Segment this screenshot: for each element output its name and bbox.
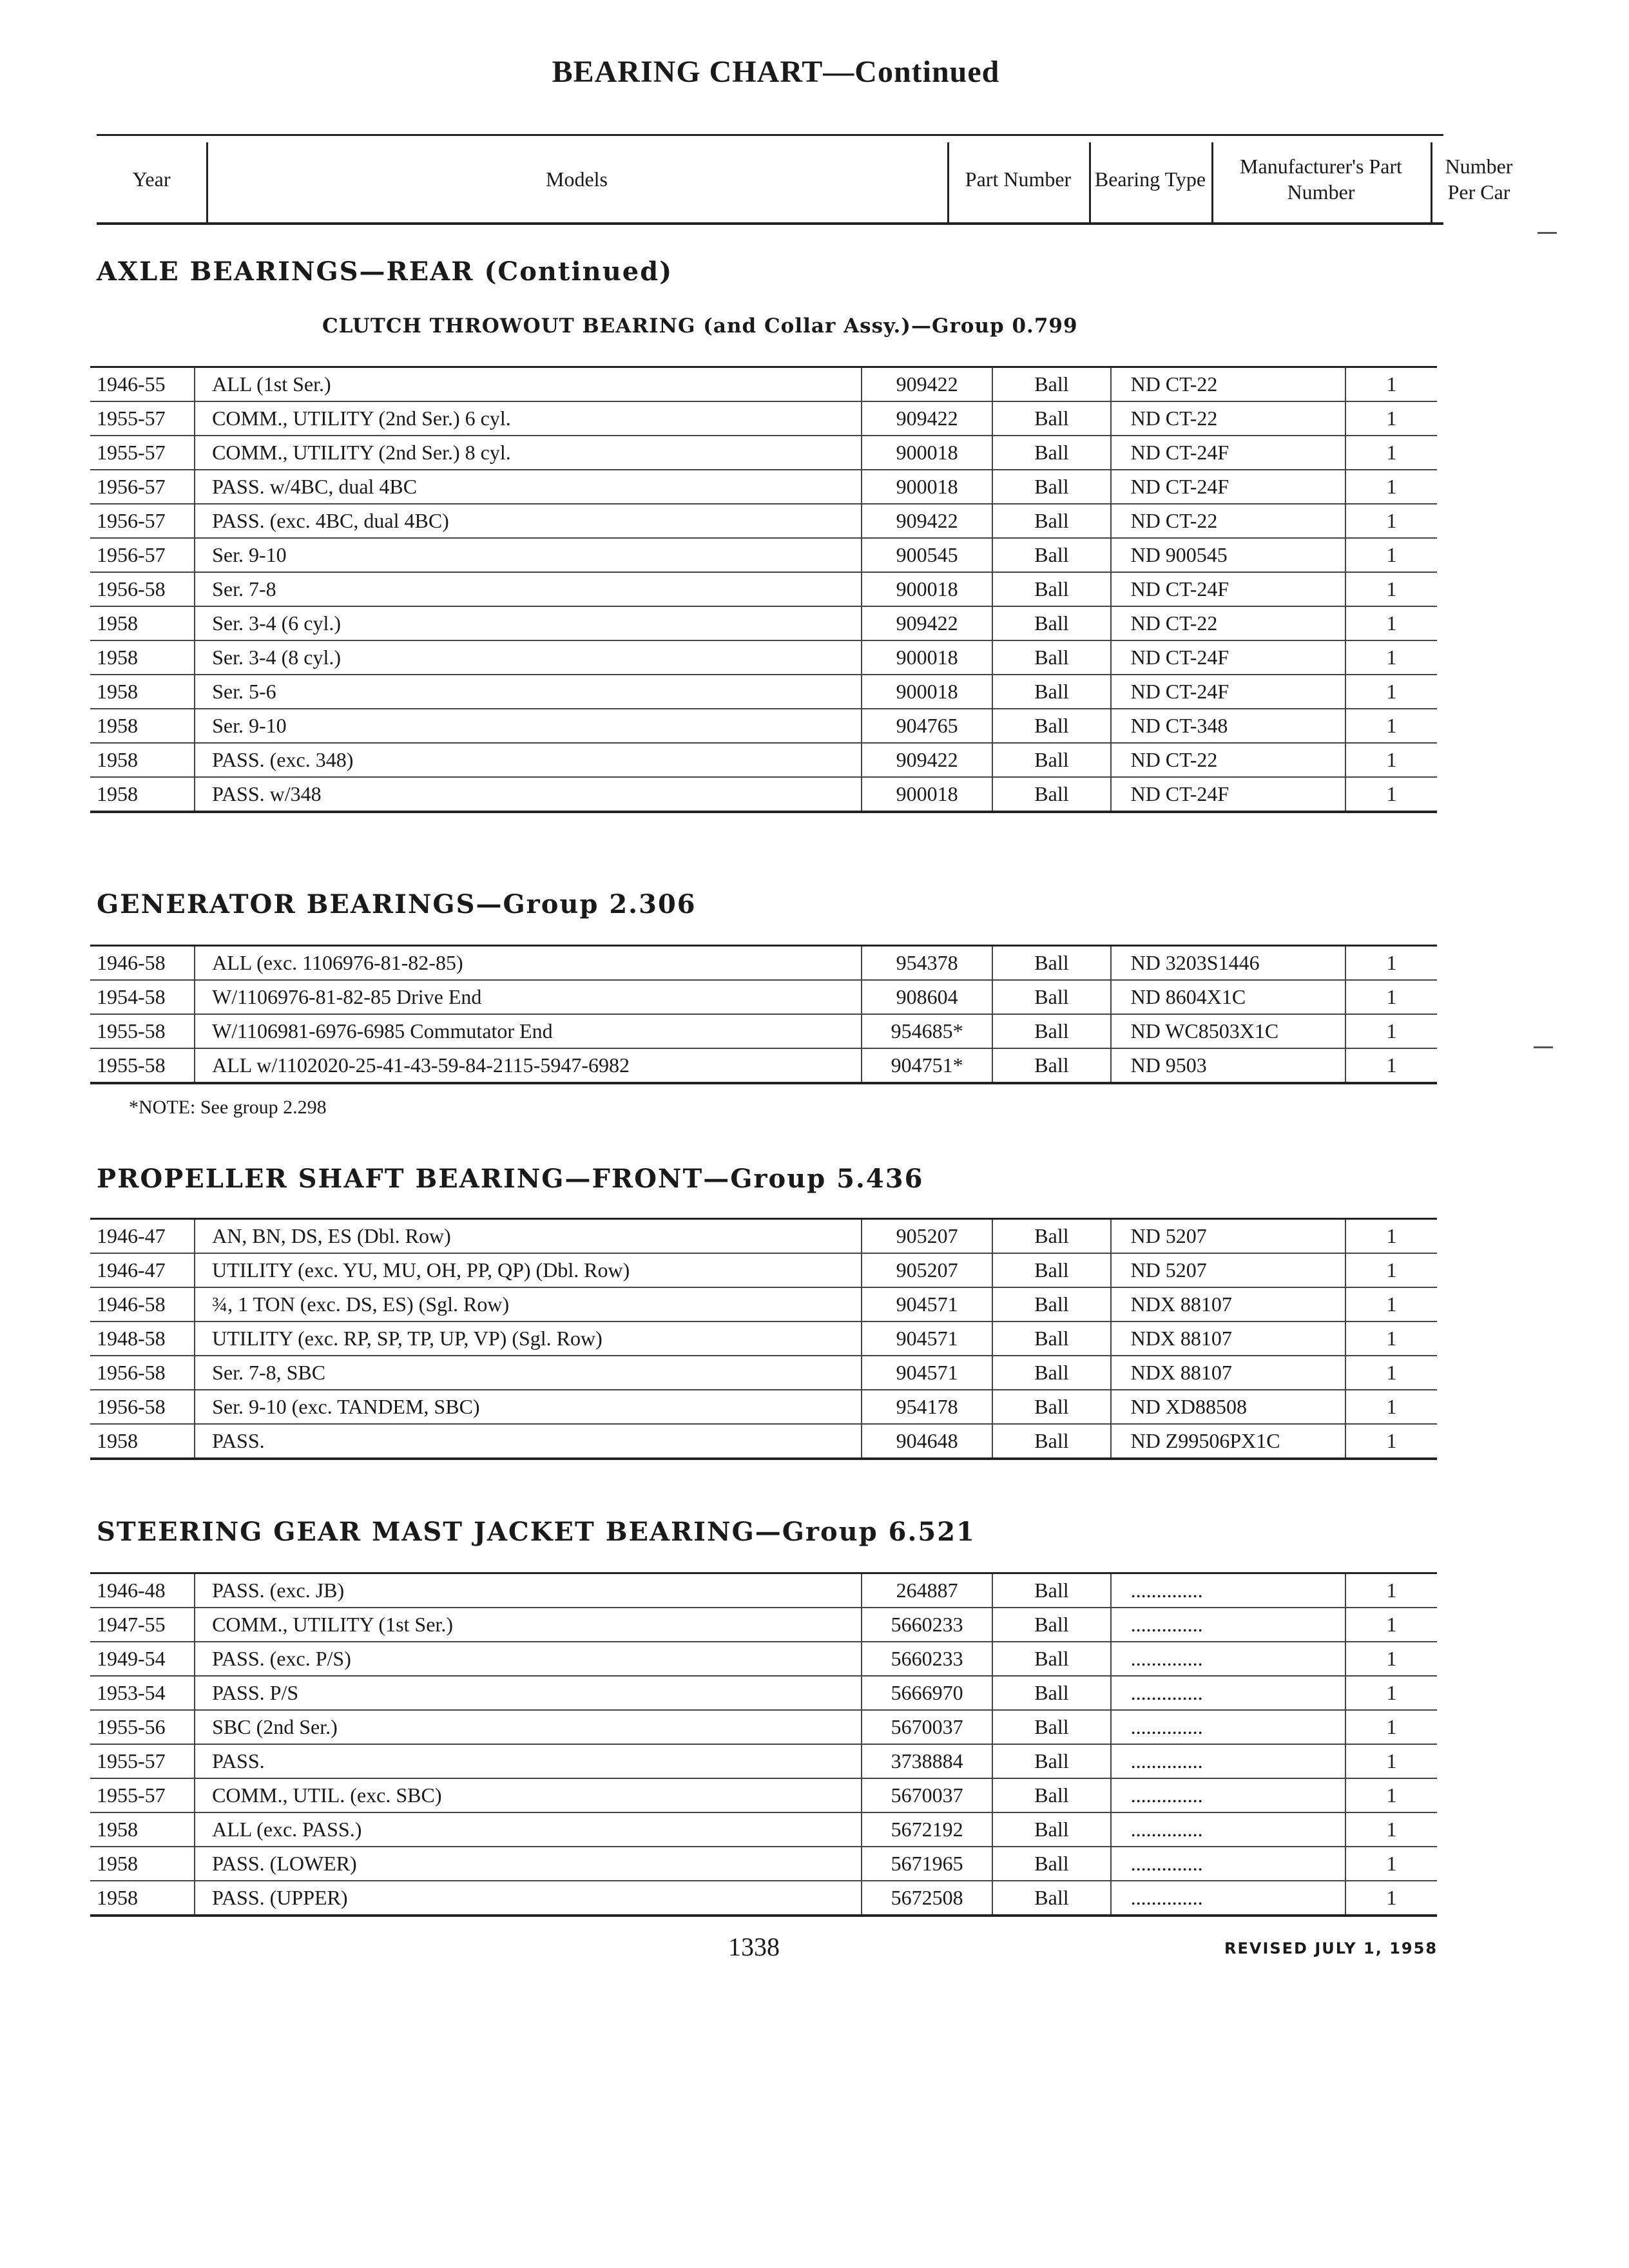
cell-manufacturers-part-number: NDX 88107	[1111, 1287, 1345, 1321]
cell-part-number: 264887	[862, 1573, 992, 1608]
cell-bearing-type: Ball	[992, 1778, 1110, 1812]
cell-manufacturers-part-number: ND CT-24F	[1111, 470, 1345, 504]
table-row	[90, 1881, 1437, 1916]
cell-number-per-car: 1	[1345, 1676, 1437, 1710]
cell-number-per-car: 1	[1345, 980, 1437, 1014]
cell-year: 1946-47	[90, 1219, 195, 1254]
table-row	[90, 1390, 1437, 1424]
cell-manufacturers-part-number: ..............	[1111, 1881, 1345, 1916]
cell-bearing-type: Ball	[992, 1608, 1110, 1642]
cell-year: 1955-58	[90, 1048, 195, 1083]
cell-part-number: 900018	[862, 572, 992, 606]
cell-number-per-car: 1	[1345, 1048, 1437, 1083]
table-row	[90, 572, 1437, 606]
cell-part-number: 900018	[862, 640, 992, 675]
cell-model: Ser. 3-4 (8 cyl.)	[195, 640, 862, 675]
cell-bearing-type: Ball	[992, 401, 1110, 436]
cell-model: PASS. (exc. 348)	[195, 743, 862, 777]
table-row	[90, 1778, 1437, 1812]
cell-number-per-car: 1	[1345, 675, 1437, 709]
cell-bearing-type: Ball	[992, 1642, 1110, 1676]
table-row	[90, 709, 1437, 743]
cell-part-number: 954178	[862, 1390, 992, 1424]
table-row	[90, 1048, 1437, 1083]
cell-number-per-car: 1	[1345, 1253, 1437, 1287]
cell-year: 1954-58	[90, 980, 195, 1014]
cell-manufacturers-part-number: ..............	[1111, 1573, 1345, 1608]
section-title-axle-bearings: AXLE BEARINGS—REAR (Continued)	[97, 256, 673, 287]
cell-bearing-type: Ball	[992, 1356, 1110, 1390]
page-number: 1338	[728, 1932, 780, 1961]
cell-bearing-type: Ball	[992, 1744, 1110, 1778]
cell-year: 1956-58	[90, 572, 195, 606]
cell-manufacturers-part-number: ND CT-348	[1111, 709, 1345, 743]
cell-model: COMM., UTILITY (2nd Ser.) 6 cyl.	[195, 401, 862, 436]
cell-year: 1956-57	[90, 470, 195, 504]
cell-number-per-car: 1	[1345, 1287, 1437, 1321]
table-row	[90, 1253, 1437, 1287]
cell-year: 1953-54	[90, 1676, 195, 1710]
cell-model: Ser. 7-8	[195, 572, 862, 606]
cell-model: Ser. 7-8, SBC	[195, 1356, 862, 1390]
cell-model: PASS. (exc. JB)	[195, 1573, 862, 1608]
cell-manufacturers-part-number: ND CT-24F	[1111, 436, 1345, 470]
cell-number-per-car: 1	[1345, 1321, 1437, 1356]
cell-bearing-type: Ball	[992, 572, 1110, 606]
cell-part-number: 909422	[862, 401, 992, 436]
cell-bearing-type: Ball	[992, 980, 1110, 1014]
cell-number-per-car: 1	[1345, 1778, 1437, 1812]
cell-number-per-car: 1	[1345, 1014, 1437, 1048]
cell-manufacturers-part-number: ND CT-22	[1111, 743, 1345, 777]
table-row	[90, 1744, 1437, 1778]
cell-year: 1958	[90, 743, 195, 777]
table-row	[90, 743, 1437, 777]
cell-year: 1946-48	[90, 1573, 195, 1608]
column-bearing-type: Bearing Type	[1094, 168, 1206, 191]
column-models: Models	[546, 168, 608, 191]
cell-model: PASS.	[195, 1424, 862, 1459]
table-generator-bearings	[90, 945, 1437, 1084]
cell-part-number: 909422	[862, 504, 992, 538]
cell-model: PASS. w/348	[195, 777, 862, 812]
table-row	[90, 1812, 1437, 1847]
cell-part-number: 904648	[862, 1424, 992, 1459]
cell-bearing-type: Ball	[992, 1287, 1110, 1321]
table-row	[90, 946, 1437, 981]
cell-number-per-car: 1	[1345, 436, 1437, 470]
cell-manufacturers-part-number: ..............	[1111, 1710, 1345, 1744]
table-row	[90, 1014, 1437, 1048]
cell-part-number: 5660233	[862, 1608, 992, 1642]
cell-bearing-type: Ball	[992, 777, 1110, 812]
section-title-steering-gear-bearing: STEERING GEAR MAST JACKET BEARING—Group 6.521	[97, 1517, 976, 1547]
table-row	[90, 401, 1437, 436]
cell-part-number: 909422	[862, 743, 992, 777]
cell-model: UTILITY (exc. RP, SP, TP, UP, VP) (Sgl. Row)	[195, 1321, 862, 1356]
cell-model: UTILITY (exc. YU, MU, OH, PP, QP) (Dbl. Row)	[195, 1253, 862, 1287]
cell-number-per-car: 1	[1345, 1881, 1437, 1916]
cell-part-number: 5672508	[862, 1881, 992, 1916]
revised-date: REVISED JULY 1, 1958	[1224, 1939, 1438, 1957]
cell-model: Ser. 3-4 (6 cyl.)	[195, 606, 862, 640]
cell-year: 1956-57	[90, 504, 195, 538]
cell-bearing-type: Ball	[992, 709, 1110, 743]
cell-bearing-type: Ball	[992, 1710, 1110, 1744]
table-row	[90, 1710, 1437, 1744]
cell-bearing-type: Ball	[992, 504, 1110, 538]
cell-model: ALL (1st Ser.)	[195, 367, 862, 402]
cell-bearing-type: Ball	[992, 1321, 1110, 1356]
cell-part-number: 5671965	[862, 1847, 992, 1881]
cell-number-per-car: 1	[1345, 538, 1437, 572]
cell-manufacturers-part-number: ND 5207	[1111, 1253, 1345, 1287]
cell-year: 1949-54	[90, 1642, 195, 1676]
cell-bearing-type: Ball	[992, 606, 1110, 640]
cell-model: ALL (exc. 1106976-81-82-85)	[195, 946, 862, 981]
table-row	[90, 1287, 1437, 1321]
section-title-generator-bearings: GENERATOR BEARINGS—Group 2.306	[97, 889, 697, 919]
cell-year: 1958	[90, 606, 195, 640]
cell-bearing-type: Ball	[992, 436, 1110, 470]
cell-part-number: 904765	[862, 709, 992, 743]
cell-model: SBC (2nd Ser.)	[195, 1710, 862, 1744]
cell-part-number: 5666970	[862, 1676, 992, 1710]
cell-manufacturers-part-number: ND 8604X1C	[1111, 980, 1345, 1014]
cell-model: Ser. 5-6	[195, 675, 862, 709]
cell-year: 1946-47	[90, 1253, 195, 1287]
table-row	[90, 606, 1437, 640]
table-propeller-shaft-bearing	[90, 1218, 1437, 1460]
cell-manufacturers-part-number: ..............	[1111, 1847, 1345, 1881]
section-title-propeller-shaft-bearing: PROPELLER SHAFT BEARING—FRONT—Group 5.436	[97, 1164, 924, 1194]
table-row	[90, 1573, 1437, 1608]
cell-bearing-type: Ball	[992, 470, 1110, 504]
cell-part-number: 904571	[862, 1287, 992, 1321]
margin-mark	[1537, 232, 1557, 234]
cell-manufacturers-part-number: ND XD88508	[1111, 1390, 1345, 1424]
cell-year: 1946-58	[90, 1287, 195, 1321]
table-row	[90, 1608, 1437, 1642]
cell-manufacturers-part-number: ND 5207	[1111, 1219, 1345, 1254]
cell-model: ALL w/1102020-25-41-43-59-84-2115-5947-6982	[195, 1048, 862, 1083]
cell-model: AN, BN, DS, ES (Dbl. Row)	[195, 1219, 862, 1254]
cell-manufacturers-part-number: NDX 88107	[1111, 1356, 1345, 1390]
cell-part-number: 908604	[862, 980, 992, 1014]
cell-model: W/1106976-81-82-85 Drive End	[195, 980, 862, 1014]
table-row	[90, 1424, 1437, 1459]
cell-model: PASS. w/4BC, dual 4BC	[195, 470, 862, 504]
cell-part-number: 900018	[862, 777, 992, 812]
table-row	[90, 1676, 1437, 1710]
table-row	[90, 367, 1437, 402]
cell-bearing-type: Ball	[992, 946, 1110, 981]
cell-number-per-car: 1	[1345, 367, 1437, 402]
cell-year: 1955-57	[90, 1744, 195, 1778]
cell-model: COMM., UTILITY (1st Ser.)	[195, 1608, 862, 1642]
cell-manufacturers-part-number: ND 3203S1446	[1111, 946, 1345, 981]
cell-year: 1956-58	[90, 1390, 195, 1424]
cell-manufacturers-part-number: ND CT-22	[1111, 367, 1345, 402]
column-part-number: Part Number	[965, 168, 1072, 191]
cell-part-number: 954685*	[862, 1014, 992, 1048]
cell-model: COMM., UTIL. (exc. SBC)	[195, 1778, 862, 1812]
cell-number-per-car: 1	[1345, 1744, 1437, 1778]
cell-manufacturers-part-number: ND CT-24F	[1111, 777, 1345, 812]
cell-model: Ser. 9-10 (exc. TANDEM, SBC)	[195, 1390, 862, 1424]
cell-bearing-type: Ball	[992, 1390, 1110, 1424]
table-row	[90, 675, 1437, 709]
cell-year: 1958	[90, 1847, 195, 1881]
column-number-per-car: Number Per Car	[1445, 155, 1513, 204]
cell-model: PASS. (UPPER)	[195, 1881, 862, 1916]
column-header	[97, 134, 1513, 225]
cell-year: 1955-57	[90, 436, 195, 470]
cell-manufacturers-part-number: ..............	[1111, 1744, 1345, 1778]
cell-part-number: 5660233	[862, 1642, 992, 1676]
column-manufacturers-part-number: Manufacturer's Part Number	[1240, 155, 1402, 204]
cell-number-per-car: 1	[1345, 606, 1437, 640]
cell-manufacturers-part-number: ND CT-24F	[1111, 640, 1345, 675]
cell-bearing-type: Ball	[992, 1676, 1110, 1710]
cell-part-number: 900018	[862, 436, 992, 470]
cell-number-per-car: 1	[1345, 1390, 1437, 1424]
cell-number-per-car: 1	[1345, 1424, 1437, 1459]
cell-bearing-type: Ball	[992, 1014, 1110, 1048]
cell-manufacturers-part-number: ND CT-22	[1111, 606, 1345, 640]
table-row	[90, 1642, 1437, 1676]
cell-number-per-car: 1	[1345, 572, 1437, 606]
table-row	[90, 980, 1437, 1014]
cell-number-per-car: 1	[1345, 777, 1437, 812]
cell-year: 1958	[90, 709, 195, 743]
column-year: Year	[132, 168, 171, 191]
cell-manufacturers-part-number: ..............	[1111, 1778, 1345, 1812]
cell-number-per-car: 1	[1345, 1812, 1437, 1847]
cell-number-per-car: 1	[1345, 504, 1437, 538]
cell-year: 1946-58	[90, 946, 195, 981]
cell-part-number: 3738884	[862, 1744, 992, 1778]
cell-year: 1958	[90, 1812, 195, 1847]
cell-part-number: 900545	[862, 538, 992, 572]
cell-bearing-type: Ball	[992, 538, 1110, 572]
cell-manufacturers-part-number: ND Z99506PX1C	[1111, 1424, 1345, 1459]
table-row	[90, 640, 1437, 675]
cell-manufacturers-part-number: ND CT-22	[1111, 504, 1345, 538]
table-row	[90, 538, 1437, 572]
cell-part-number: 909422	[862, 606, 992, 640]
cell-year: 1956-57	[90, 538, 195, 572]
cell-number-per-car: 1	[1345, 946, 1437, 981]
cell-number-per-car: 1	[1345, 743, 1437, 777]
table-row	[90, 777, 1437, 812]
cell-year: 1958	[90, 1424, 195, 1459]
cell-number-per-car: 1	[1345, 1710, 1437, 1744]
table-row	[90, 504, 1437, 538]
cell-bearing-type: Ball	[992, 1812, 1110, 1847]
table-row	[90, 1321, 1437, 1356]
cell-model: PASS. (exc. 4BC, dual 4BC)	[195, 504, 862, 538]
cell-number-per-car: 1	[1345, 1608, 1437, 1642]
cell-part-number: 954378	[862, 946, 992, 981]
cell-number-per-car: 1	[1345, 401, 1437, 436]
cell-manufacturers-part-number: ND CT-22	[1111, 401, 1345, 436]
cell-number-per-car: 1	[1345, 1573, 1437, 1608]
table-row	[90, 1356, 1437, 1390]
cell-part-number: 904571	[862, 1321, 992, 1356]
cell-manufacturers-part-number: ND WC8503X1C	[1111, 1014, 1345, 1048]
section-subtitle-clutch-throwout: CLUTCH THROWOUT BEARING (and Collar Assy.)—Group 0.799	[322, 314, 1078, 338]
cell-model: PASS. P/S	[195, 1676, 862, 1710]
cell-part-number: 5670037	[862, 1710, 992, 1744]
cell-part-number: 900018	[862, 470, 992, 504]
cell-part-number: 900018	[862, 675, 992, 709]
cell-model: PASS. (exc. P/S)	[195, 1642, 862, 1676]
cell-number-per-car: 1	[1345, 1642, 1437, 1676]
table-row	[90, 436, 1437, 470]
cell-number-per-car: 1	[1345, 709, 1437, 743]
cell-manufacturers-part-number: NDX 88107	[1111, 1321, 1345, 1356]
cell-manufacturers-part-number: ND CT-24F	[1111, 675, 1345, 709]
cell-manufacturers-part-number: ND 900545	[1111, 538, 1345, 572]
cell-manufacturers-part-number: ..............	[1111, 1676, 1345, 1710]
cell-manufacturers-part-number: ..............	[1111, 1608, 1345, 1642]
cell-year: 1955-57	[90, 1778, 195, 1812]
margin-mark	[1534, 1046, 1553, 1048]
table-row	[90, 470, 1437, 504]
cell-bearing-type: Ball	[992, 1881, 1110, 1916]
cell-part-number: 909422	[862, 367, 992, 402]
cell-year: 1955-57	[90, 401, 195, 436]
cell-model: Ser. 9-10	[195, 538, 862, 572]
cell-year: 1958	[90, 640, 195, 675]
cell-part-number: 904751*	[862, 1048, 992, 1083]
cell-part-number: 5672192	[862, 1812, 992, 1847]
cell-bearing-type: Ball	[992, 1253, 1110, 1287]
table-row	[90, 1219, 1437, 1254]
cell-bearing-type: Ball	[992, 1573, 1110, 1608]
cell-part-number: 905207	[862, 1253, 992, 1287]
cell-year: 1947-55	[90, 1608, 195, 1642]
cell-manufacturers-part-number: ND 9503	[1111, 1048, 1345, 1083]
cell-model: ¾, 1 TON (exc. DS, ES) (Sgl. Row)	[195, 1287, 862, 1321]
cell-manufacturers-part-number: ND CT-24F	[1111, 572, 1345, 606]
cell-model: ALL (exc. PASS.)	[195, 1812, 862, 1847]
cell-number-per-car: 1	[1345, 1847, 1437, 1881]
cell-part-number: 905207	[862, 1219, 992, 1254]
cell-model: PASS.	[195, 1744, 862, 1778]
cell-manufacturers-part-number: ..............	[1111, 1642, 1345, 1676]
cell-number-per-car: 1	[1345, 470, 1437, 504]
cell-bearing-type: Ball	[992, 367, 1110, 402]
table-clutch-throwout-bearing	[90, 366, 1437, 813]
cell-year: 1955-58	[90, 1014, 195, 1048]
cell-number-per-car: 1	[1345, 1219, 1437, 1254]
cell-year: 1948-58	[90, 1321, 195, 1356]
cell-part-number: 5670037	[862, 1778, 992, 1812]
cell-bearing-type: Ball	[992, 675, 1110, 709]
cell-model: PASS. (LOWER)	[195, 1847, 862, 1881]
cell-number-per-car: 1	[1345, 640, 1437, 675]
cell-model: Ser. 9-10	[195, 709, 862, 743]
cell-bearing-type: Ball	[992, 1219, 1110, 1254]
cell-bearing-type: Ball	[992, 1847, 1110, 1881]
page-title: BEARING CHART—Continued	[552, 55, 1000, 89]
cell-bearing-type: Ball	[992, 743, 1110, 777]
cell-year: 1958	[90, 675, 195, 709]
cell-number-per-car: 1	[1345, 1356, 1437, 1390]
cell-year: 1956-58	[90, 1356, 195, 1390]
cell-part-number: 904571	[862, 1356, 992, 1390]
cell-year: 1958	[90, 777, 195, 812]
cell-model: W/1106981-6976-6985 Commutator End	[195, 1014, 862, 1048]
cell-manufacturers-part-number: ..............	[1111, 1812, 1345, 1847]
table-row	[90, 1847, 1437, 1881]
generator-note: *NOTE: See group 2.298	[129, 1097, 327, 1118]
cell-bearing-type: Ball	[992, 640, 1110, 675]
cell-year: 1958	[90, 1881, 195, 1916]
cell-year: 1955-56	[90, 1710, 195, 1744]
cell-year: 1946-55	[90, 367, 195, 402]
cell-bearing-type: Ball	[992, 1424, 1110, 1459]
cell-bearing-type: Ball	[992, 1048, 1110, 1083]
table-steering-gear-mast-jacket-bearing	[90, 1572, 1437, 1917]
cell-model: COMM., UTILITY (2nd Ser.) 8 cyl.	[195, 436, 862, 470]
